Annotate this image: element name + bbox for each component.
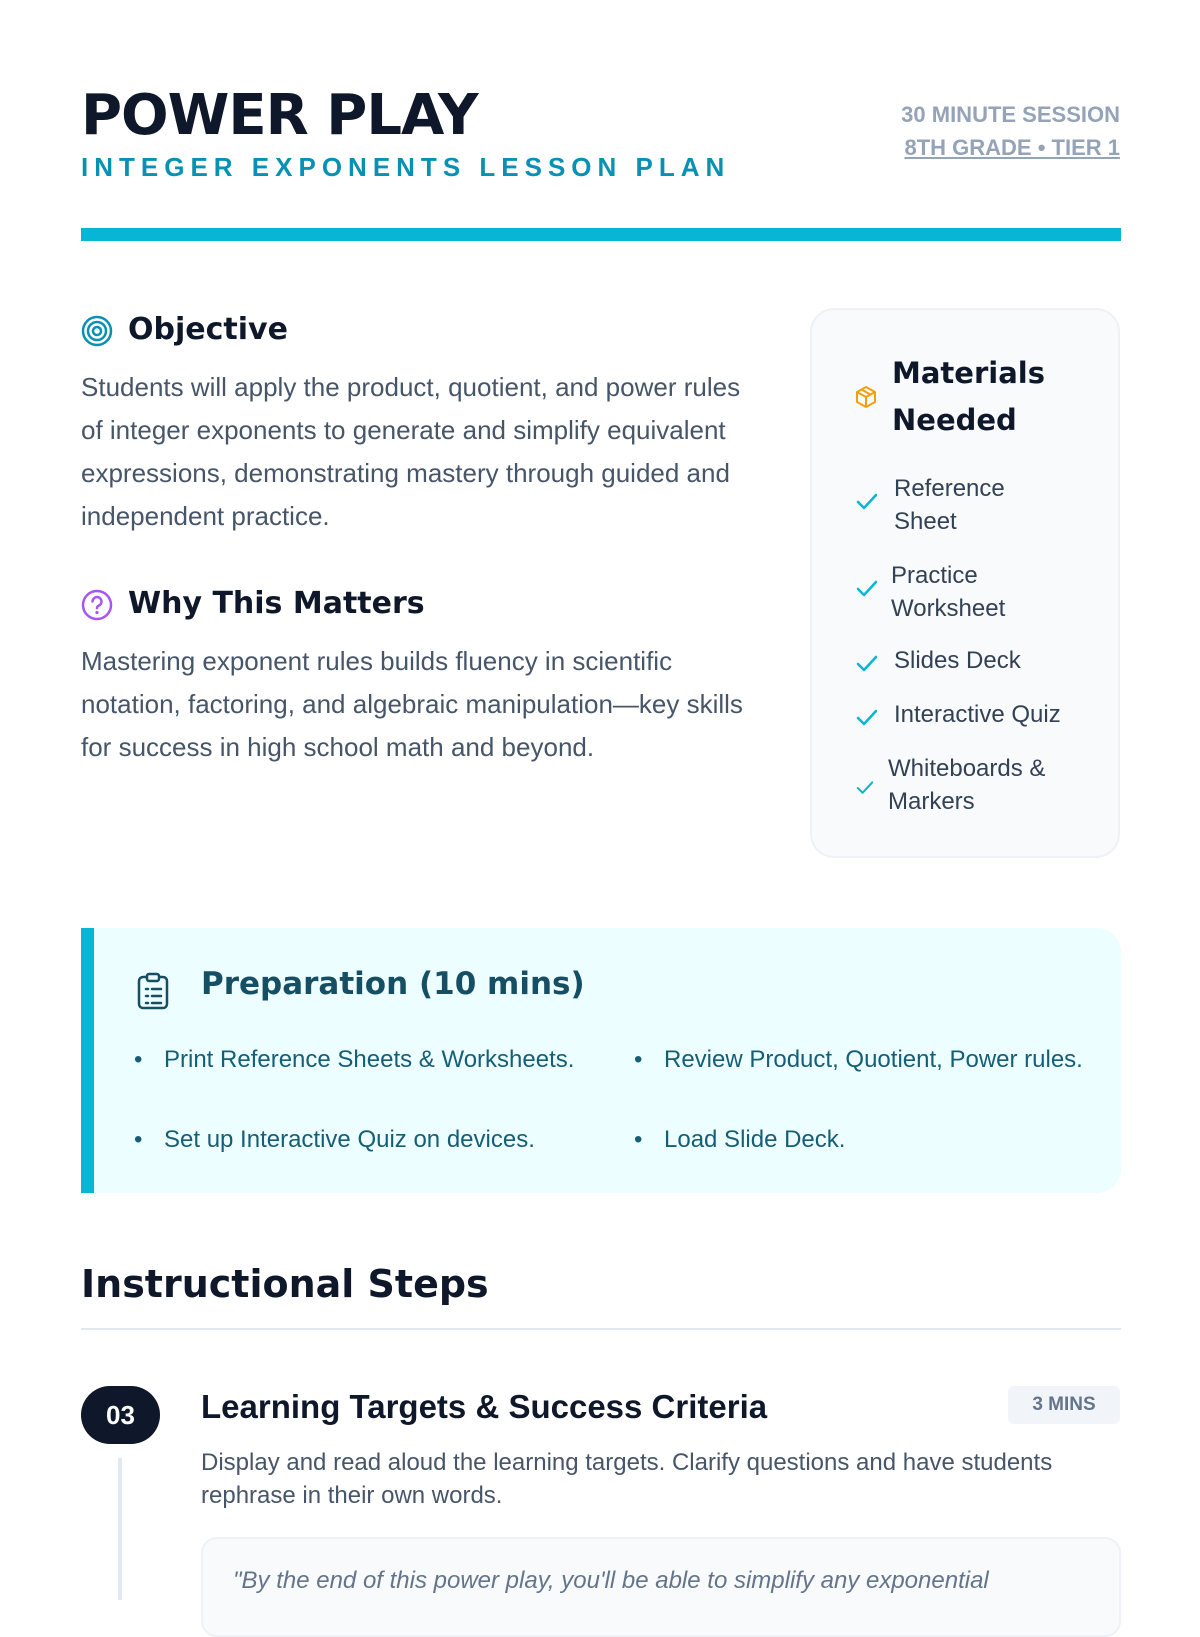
box-icon [854,385,878,414]
step-duration-badge: 3 MINS [1008,1386,1120,1424]
check-icon [856,488,878,521]
target-icon [81,315,113,352]
objective-text: Students will apply the product, quotient, and power rules of integer exponents to generate and simplify equivalent expressions, demonstrating mastery through guided and independent practice. [81,372,741,531]
why-text: Mastering exponent rules builds fluency in scientific notation, factoring, and algebraic manipulation—key skills for success in high school math and beyond. [81,646,743,762]
check-icon [856,704,878,737]
header-divider [81,228,1121,241]
step-quote-box [201,1537,1121,1637]
steps-heading: Instructional Steps [81,1262,489,1306]
check-icon [856,575,878,608]
step-title: Learning Targets & Success Criteria [201,1388,768,1425]
preparation-item: • Set up Interactive Quiz on devices. [134,1126,535,1153]
preparation-item: • Print Reference Sheets & Worksheets. [134,1046,575,1073]
page-title: POWER PLAY [81,83,478,148]
question-circle-icon [81,589,113,626]
page-subtitle: INTEGER EXPONENTS LESSON PLAN [81,152,731,182]
preparation-item: • Review Product, Quotient, Power rules. [634,1046,1083,1073]
step-quote-text: "By the end of this power play, you'll be able to simplify any exponential [233,1567,989,1594]
check-icon [856,650,878,683]
step-number-badge: 03 [81,1386,160,1444]
check-icon [856,772,874,805]
preparation-heading: Preparation (10 mins) [201,966,585,1002]
steps-divider [81,1328,1121,1330]
step-description: Display and read aloud the learning targets. Clarify questions and have students rephrase in their own words. [201,1449,1053,1509]
grade-tier-link[interactable]: 8TH GRADE • TIER 1 [904,135,1120,160]
preparation-item: • Load Slide Deck. [634,1126,846,1153]
session-length: 30 MINUTE SESSION [901,102,1120,127]
clipboard-icon [136,972,170,1015]
objective-section [81,310,761,538]
why-heading: Why This Matters [128,586,425,621]
materials-card: Materials Needed Reference Sheet Practice Worksheet Slides Deck Interactive Quiz Whiteboards & Markers [810,308,1120,858]
why-section [81,584,761,769]
step-timeline [118,1458,122,1600]
preparation-callout [81,928,1121,1193]
objective-heading: Objective [128,312,288,347]
materials-heading: Materials Needed [892,356,1045,437]
